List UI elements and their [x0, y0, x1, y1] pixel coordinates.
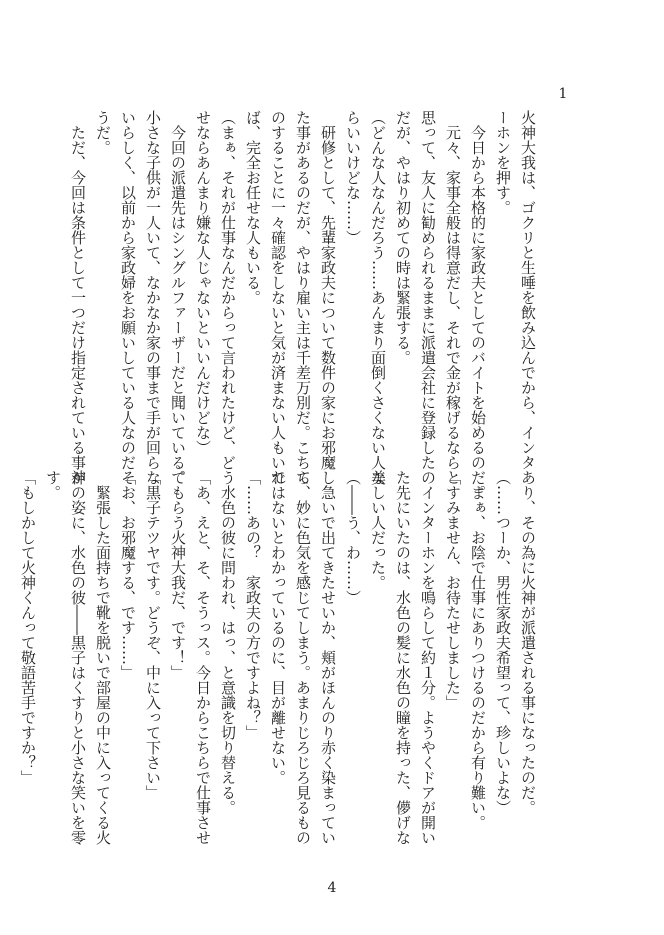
- text-line: 緊張した面持ちで靴を脱いで部屋の中に入ってくる火: [94, 470, 112, 845]
- text-line: ーホンを押す。: [494, 110, 512, 215]
- text-line: 小さな子供が一人いて、なかなか家の事まで手が回らな: [144, 110, 162, 485]
- text-line: 「すみません、お待たせしました」: [444, 470, 462, 710]
- text-line: 神の姿に、水色の彼――黒子はくすりと小さな笑いを零: [69, 470, 87, 845]
- text-line: （……つーか、男性家政夫希望って、珍しいよな）: [494, 470, 512, 815]
- upper-text-block: [69, 110, 540, 500]
- text-line: 「お、お邪魔する、です……」: [119, 470, 137, 680]
- text-line: （――う、わ……）: [344, 470, 362, 605]
- text-line: うだ。: [94, 110, 112, 155]
- text-line: てもらう火神大我だ、です！」: [169, 470, 187, 680]
- text-line: 火神大我は、ゴクリと生唾を飲み込んでから、インタ: [519, 110, 537, 470]
- text-line: ば、完全お任せな人もいる。: [244, 110, 262, 305]
- text-line: 研修として、先輩家政夫について数件の家にお邪魔し: [319, 110, 337, 485]
- text-line: だが、やはり初めての時は緊張する。: [394, 110, 412, 365]
- text-line: せならあんまり嫌な人じゃないといいんだけどな）: [194, 110, 212, 455]
- text-line: インターホンを鳴らして約１分。ようやくドアが開い: [419, 470, 437, 845]
- text-line: 「あ、えと、そ、そうっス。今日からこちらで仕事させ: [194, 470, 212, 845]
- text-line: て、妙に色気を感じてしまう。あまりじろじろ見るもの: [294, 470, 312, 845]
- text-line: 「もしかして火神くんって敬語苦手ですか？」: [19, 470, 37, 785]
- text-line: ではないとわかっているのに、目が離せない。: [269, 470, 287, 785]
- text-line: あり、その為に火神が派遣される事になったのだ。: [519, 470, 537, 815]
- text-line: （まぁ、それが仕事なんだからって言われたけど、どう: [219, 110, 237, 485]
- text-line: 思って、友人に勧められるままに派遣会社に登録したの: [419, 110, 437, 485]
- text-line: 急いで出てきたせいか、頬がほんのり赤く染まってい: [319, 470, 337, 845]
- text-line: た先にいたのは、水色の髪に水色の瞳を持った、儚げな: [394, 470, 412, 845]
- text-line: いらしく、以前から家政婦をお願いしている人なのだそ: [119, 110, 137, 485]
- lower-text-block: [19, 470, 540, 845]
- text-line: まぁ、お陰で仕事にありつけるのだから有り難い。: [469, 470, 487, 830]
- text-line: ただ、今回は条件として一つだけ指定されている事が: [69, 110, 87, 485]
- text-line: 元々、家事全般は得意だし、それで金が稼げるならと: [444, 110, 462, 485]
- text-line: 美しい人だった。: [369, 470, 387, 590]
- text-line: 「黒子テツヤです。どうぞ、中に入って下さい」: [144, 470, 162, 800]
- chapter-number: 1: [558, 86, 568, 102]
- text-line: す。: [44, 470, 62, 500]
- text-line: のすることに一々確認をしないと気が済まない人もいれ: [269, 110, 287, 485]
- text-line: 今日から本格的に家政夫としてのバイトを始めるのだ。: [469, 110, 487, 500]
- text-line: （どんな人なんだろう……あんまり面倒くさくない人な: [369, 110, 387, 485]
- text-line: 「……あの？ 家政夫の方ですよね？」: [244, 470, 262, 740]
- text-line: た事があるのだが、やはり雇い主は千差万別だ。こちら: [294, 110, 312, 485]
- text-line: 水色の彼に問われ、はっ、と意識を切り替える。: [219, 470, 237, 815]
- page-number: 4: [327, 880, 337, 896]
- text-line: らいいけどな……）: [344, 110, 362, 245]
- text-line: 今回の派遣先はシングルファーザーだと聞いている。: [169, 110, 187, 485]
